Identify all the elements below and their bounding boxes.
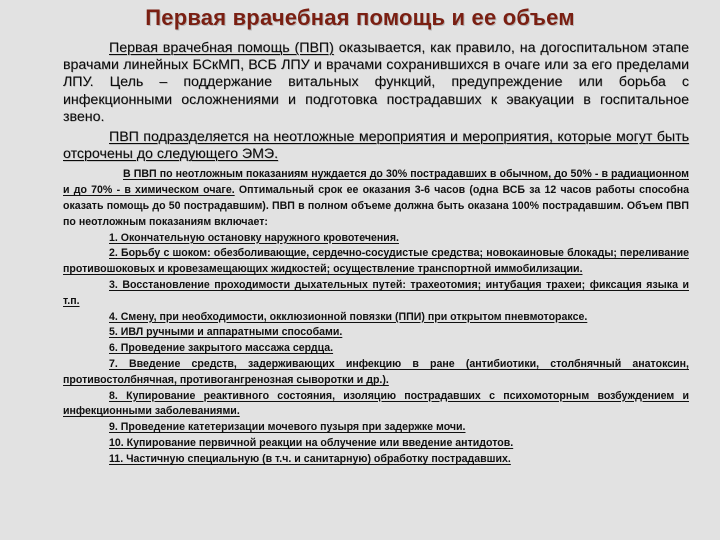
urgent-need-text: В ПВП по неотложным показаниям нуждается до 30% пострадавших в обычном, до 50% - в радиационном и до 70% - в химическом очаге. xyxy=(63,168,689,197)
list-item xyxy=(63,420,689,436)
list-item xyxy=(63,341,689,357)
list-item-text: 3. Восстановление проходимости дыхательных путей: трахеотомия; интубация трахеи; фиксация языка и т.п. xyxy=(63,279,689,307)
subdivision-paragraph xyxy=(63,129,689,163)
list-item-text: 6. Проведение закрытого массажа сердца. xyxy=(109,342,334,355)
list-item xyxy=(63,310,689,326)
urgent-scope-text: Оптимальный срок ее оказания 3-6 часов (одна ВСБ за 12 часов работы способна оказать помощь до 50 пострадавшим). ПВП в полном объеме должна быть оказана 100% пострадавшим. Объем ПВП по неотложным показаниям включает: xyxy=(63,184,689,228)
list-item-text: 5. ИВЛ ручными и аппаратными способами. xyxy=(109,326,343,339)
definition-text: оказывается, как правило, на догоспитальном этапе врачами линейных БСкМП, ВСБ ЛПУ и врачами сохранившихся в очаге или за его пределами ЛПУ. Цель – поддержание витальных функций, предупреждение или борьба с инфекционными осложнениями и подготовка пострадавших к эвакуации в госпитальное звено. xyxy=(63,40,689,125)
list-item xyxy=(63,436,689,452)
definition-lead: Первая врачебная помощь (ПВП) xyxy=(109,40,334,56)
list-item xyxy=(63,389,689,421)
subdivision-text: ПВП подразделяется на неотложные мероприятия и мероприятия, которые могут быть отсрочены до следующего ЭМЭ. xyxy=(63,129,689,163)
urgent-measures-list xyxy=(63,231,689,468)
list-item xyxy=(63,231,689,247)
list-item-text: 2. Борьбу с шоком: обезболивающие, сердечно-сосудистые средства; новокаиновые блокады; переливание противошоковых и кровезамещающих жидкостей; осуществление транспортной иммобилизации. xyxy=(63,247,689,276)
list-item-text: 1. Окончательную остановку наружного кровотечения. xyxy=(109,231,399,244)
slide-content xyxy=(63,40,689,468)
list-item-text: 11. Частичную специальную (в т.ч. и санитарную) обработку пострадавших. xyxy=(109,452,511,465)
list-item xyxy=(63,246,689,278)
list-item-text: 4. Смену, при необходимости, окклюзионной повязки (ППИ) при открытом пневмотораксе. xyxy=(109,310,588,323)
list-item xyxy=(63,325,689,341)
list-item xyxy=(63,278,689,310)
list-item-text: 7. Введение средств, задерживающих инфекцию в ране (антибиотики, столбнячный анатоксин, противостолбнячная, противогангренозная сыворотки и др.). xyxy=(63,357,689,386)
list-item-text: 8. Купирование реактивного состояния, изоляцию пострадавших с психомоторным возбуждением и инфекционными заболеваниями. xyxy=(63,389,689,418)
list-item xyxy=(63,357,689,389)
list-item xyxy=(63,452,689,468)
list-item-text: 9. Проведение катетеризации мочевого пузыря при задержке мочи. xyxy=(109,421,466,434)
definition-paragraph xyxy=(63,40,689,126)
urgent-indications-paragraph xyxy=(63,167,689,230)
slide-title: Первая врачебная помощь и ее объем xyxy=(145,5,575,30)
list-item-text: 10. Купирование первичной реакции на облучение или введение антидотов. xyxy=(109,436,514,449)
